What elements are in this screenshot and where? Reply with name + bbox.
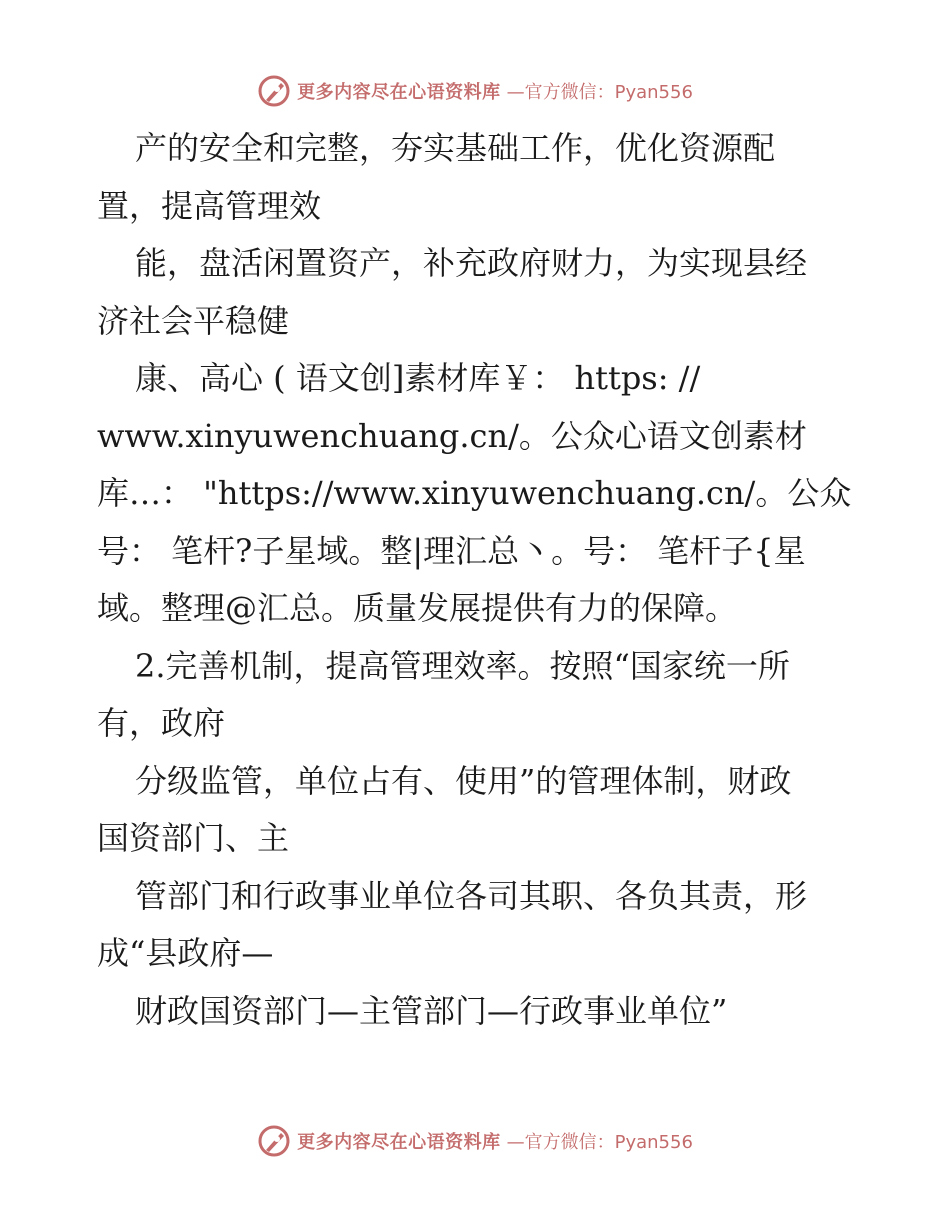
header-banner <box>0 72 950 110</box>
text-line: 分级监管，单位占有、使用”的管理体制，财政 <box>135 761 792 800</box>
text-line: 管部门和行政事业单位各司其职、各负其责，形 <box>135 876 808 915</box>
text-line: 财政国资部门—主管部门—行政事业单位” <box>135 991 728 1030</box>
text-line: 能，盘活闲置资产，补充政府财力，为实现县经 <box>135 244 808 282</box>
text-line: 库…： "https://www.xinyuwenchuang.cn/。公众 <box>97 474 852 512</box>
quill-logo-icon <box>257 1124 291 1158</box>
text-line: 济社会平稳健 <box>97 301 290 340</box>
footer-banner <box>0 1122 950 1160</box>
document-body <box>97 120 867 1040</box>
quill-logo-icon <box>257 74 291 108</box>
text-line: 2.完善机制，提高管理效率。按照“国家统一所 <box>135 646 790 685</box>
text-line: 域。整理@汇总。质量发展提供有力的保障。 <box>97 589 738 627</box>
text-line: 成“县政府— <box>97 934 274 972</box>
footer-banner-suffix: —官方微信：Pyan556 <box>506 1132 693 1153</box>
text-line: 康、高心 ( 语文创]素材库￥： https: // <box>135 359 701 397</box>
text-line: www.xinyuwenchuang.cn/。公众心语文创素材 <box>97 416 807 455</box>
header-banner-text: 更多内容尽在心语资料库 <box>297 82 501 103</box>
text-line: 产的安全和完整，夯实基础工作，优化资源配 <box>135 129 776 167</box>
header-banner-suffix: —官方微信：Pyan556 <box>506 82 693 103</box>
footer-banner-text: 更多内容尽在心语资料库 <box>297 1132 501 1153</box>
text-line: 有，政府 <box>97 704 226 742</box>
text-line: 号： 笔杆?子星域。整|理汇总丶。号： 笔杆子{星 <box>97 531 806 570</box>
text-line: 国资部门、主 <box>97 819 290 857</box>
text-line: 置，提高管理效 <box>97 186 322 225</box>
